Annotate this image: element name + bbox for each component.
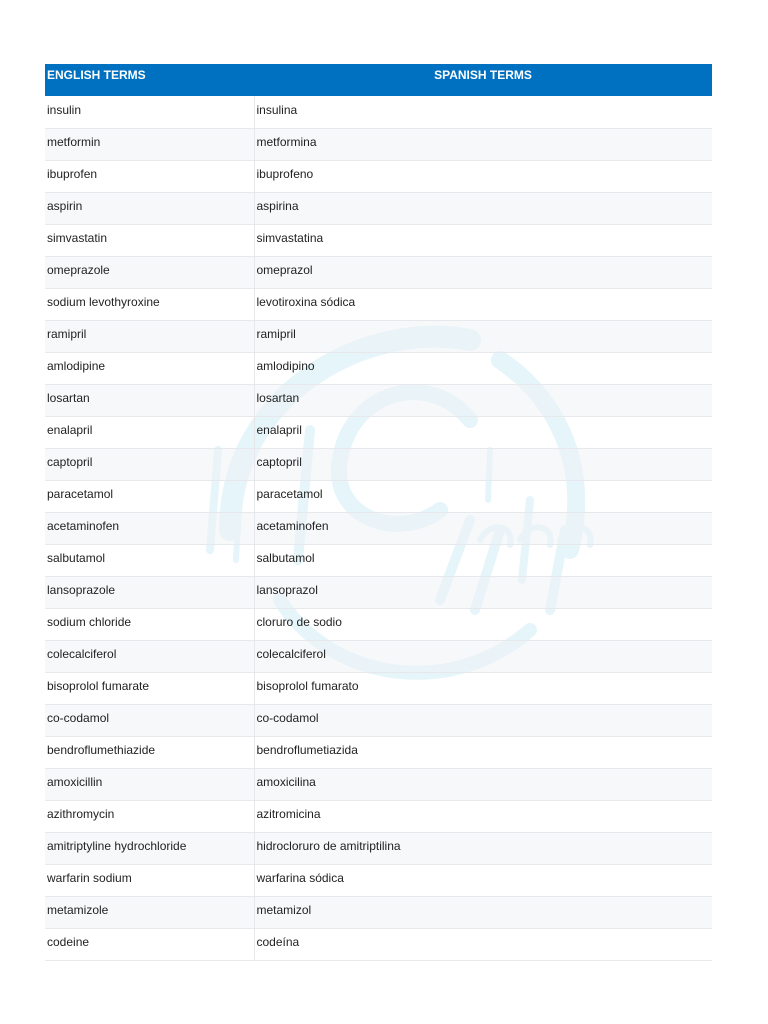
spanish-term-cell: captopril	[254, 448, 712, 480]
english-term-cell: captopril	[45, 448, 254, 480]
spanish-term-cell: simvastatina	[254, 224, 712, 256]
header-spanish-terms: SPANISH TERMS	[254, 64, 712, 96]
english-term-cell: bendroflumethiazide	[45, 736, 254, 768]
spanish-term-cell: amoxicilina	[254, 768, 712, 800]
table-row	[45, 928, 712, 960]
english-term-cell: ramipril	[45, 320, 254, 352]
english-term-cell: lansoprazole	[45, 576, 254, 608]
table-row	[45, 640, 712, 672]
table-row	[45, 896, 712, 928]
english-term-cell: co-codamol	[45, 704, 254, 736]
spanish-term-cell: cloruro de sodio	[254, 608, 712, 640]
english-term-cell: amoxicillin	[45, 768, 254, 800]
spanish-term-cell: ibuprofeno	[254, 160, 712, 192]
table-row	[45, 736, 712, 768]
english-term-cell: azithromycin	[45, 800, 254, 832]
table-row	[45, 480, 712, 512]
spanish-term-cell: losartan	[254, 384, 712, 416]
table-row	[45, 672, 712, 704]
table-row	[45, 544, 712, 576]
spanish-term-cell: codeína	[254, 928, 712, 960]
english-term-cell: metamizole	[45, 896, 254, 928]
spanish-term-cell: aspirina	[254, 192, 712, 224]
table-row	[45, 288, 712, 320]
english-term-cell: codeine	[45, 928, 254, 960]
table-row	[45, 704, 712, 736]
english-term-cell: insulin	[45, 96, 254, 128]
spanish-term-cell: bisoprolol fumarato	[254, 672, 712, 704]
english-term-cell: acetaminofen	[45, 512, 254, 544]
english-term-cell: omeprazole	[45, 256, 254, 288]
spanish-term-cell: salbutamol	[254, 544, 712, 576]
english-term-cell: bisoprolol fumarate	[45, 672, 254, 704]
spanish-term-cell: metamizol	[254, 896, 712, 928]
spanish-term-cell: colecalciferol	[254, 640, 712, 672]
spanish-term-cell: enalapril	[254, 416, 712, 448]
terms-table	[45, 64, 712, 961]
table-row	[45, 512, 712, 544]
table-row	[45, 576, 712, 608]
spanish-term-cell: insulina	[254, 96, 712, 128]
table-body	[45, 96, 712, 960]
spanish-term-cell: bendroflumetiazida	[254, 736, 712, 768]
table-row	[45, 448, 712, 480]
spanish-term-cell: paracetamol	[254, 480, 712, 512]
table-row	[45, 128, 712, 160]
english-term-cell: ibuprofen	[45, 160, 254, 192]
header-english-terms: ENGLISH TERMS	[45, 64, 254, 96]
table-row	[45, 832, 712, 864]
english-term-cell: paracetamol	[45, 480, 254, 512]
english-term-cell: simvastatin	[45, 224, 254, 256]
english-term-cell: salbutamol	[45, 544, 254, 576]
table-row	[45, 256, 712, 288]
english-term-cell: amitriptyline hydrochloride	[45, 832, 254, 864]
table-row	[45, 352, 712, 384]
spanish-term-cell: metformina	[254, 128, 712, 160]
table-row	[45, 192, 712, 224]
table-row	[45, 320, 712, 352]
english-term-cell: colecalciferol	[45, 640, 254, 672]
english-term-cell: losartan	[45, 384, 254, 416]
table-row	[45, 384, 712, 416]
english-term-cell: aspirin	[45, 192, 254, 224]
spanish-term-cell: ramipril	[254, 320, 712, 352]
spanish-term-cell: amlodipino	[254, 352, 712, 384]
spanish-term-cell: hidrocloruro de amitriptilina	[254, 832, 712, 864]
spanish-term-cell: azitromicina	[254, 800, 712, 832]
spanish-term-cell: omeprazol	[254, 256, 712, 288]
english-term-cell: metformin	[45, 128, 254, 160]
table-row	[45, 224, 712, 256]
table-row	[45, 416, 712, 448]
table-header-row	[45, 64, 712, 96]
table-row	[45, 768, 712, 800]
table-row	[45, 864, 712, 896]
spanish-term-cell: warfarina sódica	[254, 864, 712, 896]
english-term-cell: sodium chloride	[45, 608, 254, 640]
english-term-cell: amlodipine	[45, 352, 254, 384]
spanish-term-cell: levotiroxina sódica	[254, 288, 712, 320]
spanish-term-cell: lansoprazol	[254, 576, 712, 608]
english-term-cell: sodium levothyroxine	[45, 288, 254, 320]
spanish-term-cell: co-codamol	[254, 704, 712, 736]
table-row	[45, 800, 712, 832]
english-term-cell: warfarin sodium	[45, 864, 254, 896]
table-row	[45, 96, 712, 128]
english-term-cell: enalapril	[45, 416, 254, 448]
table-row	[45, 160, 712, 192]
table-row	[45, 608, 712, 640]
spanish-term-cell: acetaminofen	[254, 512, 712, 544]
